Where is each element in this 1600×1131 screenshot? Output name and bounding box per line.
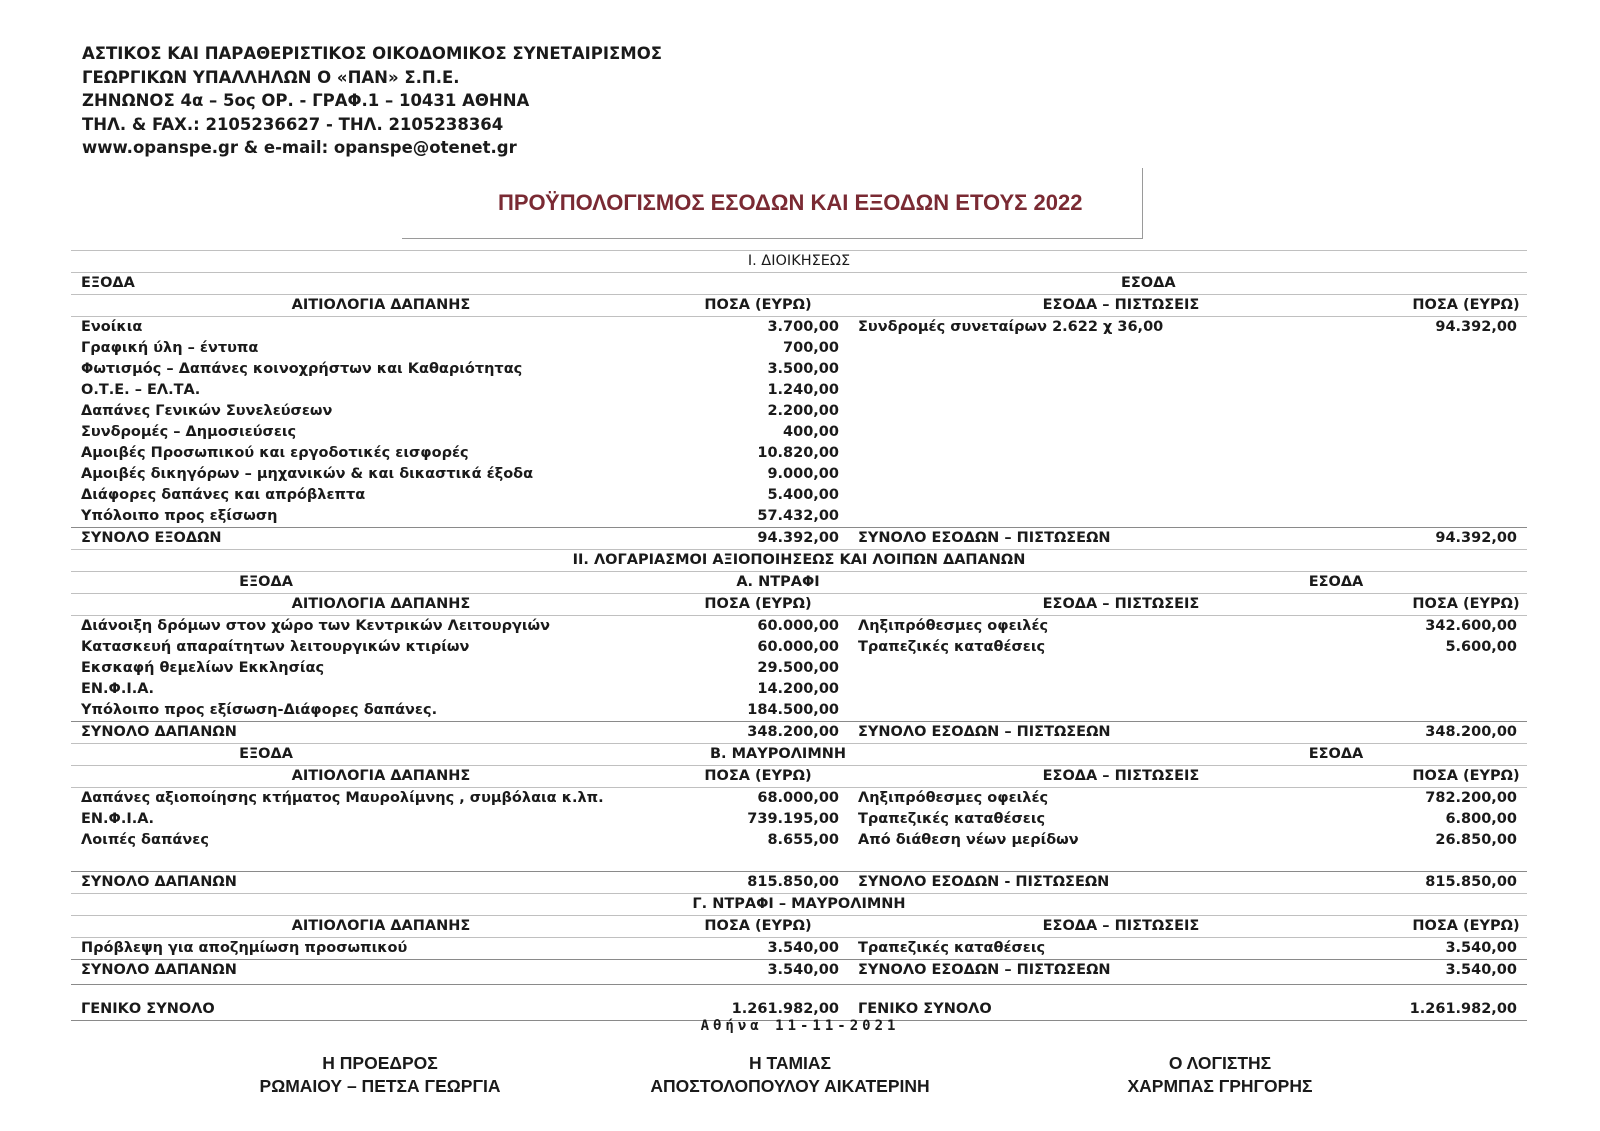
col-header-income: ΕΣΟΔΑ – ΠΙΣΤΩΣΕΙΣ bbox=[1042, 918, 1200, 934]
table-row bbox=[71, 443, 1527, 464]
signature-role: Ο ΛΟΓΙΣΤΗΣ bbox=[1168, 1053, 1272, 1073]
signature-role: Η ΠΡΟΕΔΡΟΣ bbox=[322, 1053, 438, 1073]
table-row bbox=[71, 615, 1527, 637]
row-amount: 3.700,00 bbox=[767, 319, 839, 335]
col-header-desc: ΑΙΤΙΟΛΟΓΙΑ ΔΑΠΑΝΗΣ bbox=[291, 297, 471, 313]
signature-treasurer bbox=[590, 1052, 990, 1098]
total-label: ΣΥΝΟΛΟ ΔΑΠΑΝΩΝ bbox=[81, 724, 237, 740]
total-label: ΣΥΝΟΛΟ ΔΑΠΑΝΩΝ bbox=[81, 874, 237, 890]
row-description: Αμοιβές Προσωπικού και εργοδοτικές εισφορές bbox=[81, 445, 469, 461]
income-label: ΕΣΟΔΑ bbox=[1308, 574, 1364, 590]
row-amount: 29.500,00 bbox=[757, 660, 839, 676]
row-description: Πρόβλεψη για αποζημίωση προσωπικού bbox=[81, 940, 408, 956]
row-income-description: Ληξιπρόθεσμες οφειλές bbox=[858, 618, 1049, 634]
table-row bbox=[71, 401, 1527, 422]
row-description: Υπόλοιπο προς εξίσωση-Διάφορες δαπάνες. bbox=[81, 702, 438, 718]
row-amount: 68.000,00 bbox=[757, 790, 839, 806]
grand-total-income-label: ΓΕΝΙΚΟ ΣΥΝΟΛΟ bbox=[858, 1001, 992, 1017]
total-income-label: ΣΥΝΟΛΟ ΕΣΟΔΩΝ – ΠΙΣΤΩΣΕΩΝ bbox=[858, 724, 1111, 740]
column-header-row bbox=[71, 593, 1527, 615]
total-income-label: ΣΥΝΟΛΟ ΕΣΟΔΩΝ - ΠΙΣΤΩΣΕΩΝ bbox=[858, 874, 1110, 890]
row-amount: 57.432,00 bbox=[757, 508, 839, 524]
document-title: ΠΡΟΫΠΟΛΟΓΙΣΜΟΣ ΕΣΟΔΩΝ ΚΑΙ ΕΞΟΔΩΝ ΕΤΟΥΣ 2022 bbox=[498, 190, 1083, 215]
row-amount: 2.200,00 bbox=[767, 403, 839, 419]
subsection-title: Β. ΜΑΥΡΟΛΙΜΝΗ bbox=[709, 746, 847, 762]
total-amount: 348.200,00 bbox=[747, 724, 839, 740]
col-header-income-amount: ΠΟΣΑ (ΕΥΡΩ) bbox=[1412, 596, 1520, 612]
row-description: Γραφική ύλη – έντυπα bbox=[81, 340, 259, 356]
col-header-amount: ΠΟΣΑ (ΕΥΡΩ) bbox=[704, 596, 812, 612]
row-income-description: Ληξιπρόθεσμες οφειλές bbox=[858, 790, 1049, 806]
row-amount: 60.000,00 bbox=[757, 639, 839, 655]
total-income-amount: 94.392,00 bbox=[1435, 530, 1517, 546]
row-description: Δαπάνες Γενικών Συνελεύσεων bbox=[81, 403, 333, 419]
row-income-amount: 782.200,00 bbox=[1425, 790, 1517, 806]
row-description: Ο.Τ.Ε. – ΕΛ.ΤΑ. bbox=[81, 382, 201, 398]
row-amount: 1.240,00 bbox=[767, 382, 839, 398]
total-income-label: ΣΥΝΟΛΟ ΕΣΟΔΩΝ – ΠΙΣΤΩΣΕΩΝ bbox=[858, 530, 1111, 546]
table-row bbox=[71, 700, 1527, 721]
org-name-line-2: ΓΕΩΡΓΙΚΩΝ ΥΠΑΛΛΗΛΩΝ Ο «ΠΑΝ» Σ.Π.Ε. bbox=[82, 67, 460, 87]
row-income-amount: 3.540,00 bbox=[1445, 940, 1517, 956]
col-header-desc: ΑΙΤΙΟΛΟΓΙΑ ΔΑΠΑΝΗΣ bbox=[291, 768, 471, 784]
spacer-row bbox=[71, 851, 1527, 871]
total-row bbox=[71, 721, 1527, 743]
subsection-label-row bbox=[71, 743, 1527, 765]
grand-total-row bbox=[71, 984, 1527, 1021]
total-label: ΣΥΝΟΛΟ ΔΑΠΑΝΩΝ bbox=[81, 962, 237, 978]
table-row bbox=[71, 485, 1527, 506]
section-title-row bbox=[71, 250, 1527, 272]
col-header-income-amount: ΠΟΣΑ (ΕΥΡΩ) bbox=[1412, 297, 1520, 313]
income-label: ΕΣΟΔΑ bbox=[1121, 275, 1176, 291]
subsection-title-row bbox=[71, 893, 1527, 915]
table-row bbox=[71, 380, 1527, 401]
row-income-amount: 6.800,00 bbox=[1445, 811, 1517, 827]
col-header-income: ΕΣΟΔΑ – ΠΙΣΤΩΣΕΙΣ bbox=[1042, 768, 1200, 784]
section-title-row bbox=[71, 549, 1527, 571]
subsection-label-row bbox=[71, 571, 1527, 593]
section-label-row bbox=[71, 272, 1527, 294]
total-income-amount: 348.200,00 bbox=[1425, 724, 1517, 740]
row-amount: 8.655,00 bbox=[767, 832, 839, 848]
signature-accountant bbox=[1060, 1052, 1380, 1098]
row-income-description: Τραπεζικές καταθέσεις bbox=[858, 639, 1046, 655]
grand-total-income-amount: 1.261.982,00 bbox=[1409, 1001, 1517, 1017]
row-description: Εκσκαφή θεμελίων Εκκλησίας bbox=[81, 660, 325, 676]
total-amount: 94.392,00 bbox=[757, 530, 839, 546]
row-description: Διάνοιξη δρόμων στον χώρο των Κεντρικών Λειτουργιών bbox=[81, 618, 550, 634]
col-header-income-amount: ΠΟΣΑ (ΕΥΡΩ) bbox=[1412, 768, 1520, 784]
total-income-label: ΣΥΝΟΛΟ ΕΣΟΔΩΝ – ΠΙΣΤΩΣΕΩΝ bbox=[858, 962, 1111, 978]
table-row bbox=[71, 316, 1527, 338]
column-header-row bbox=[71, 765, 1527, 787]
row-description: Κατασκευή απαραίτητων λειτουργικών κτιρίων bbox=[81, 639, 470, 655]
row-description: ΕΝ.Φ.Ι.Α. bbox=[81, 811, 155, 827]
row-income-description: Συνδρομές συνεταίρων 2.622 χ 36,00 bbox=[858, 319, 1164, 335]
expenses-label: ΕΞΟΔΑ bbox=[239, 746, 293, 762]
col-header-amount: ΠΟΣΑ (ΕΥΡΩ) bbox=[704, 768, 812, 784]
row-income-description: Τραπεζικές καταθέσεις bbox=[858, 940, 1046, 956]
org-name-line-1: ΑΣΤΙΚΟΣ ΚΑΙ ΠΑΡΑΘΕΡΙΣΤΙΚΟΣ ΟΙΚΟΔΟΜΙΚΟΣ ΣΥΝΕΤΑΙΡΙΣΜΟΣ bbox=[82, 44, 663, 63]
table-row bbox=[71, 937, 1527, 959]
document-title-box bbox=[402, 168, 1143, 239]
row-income-amount: 26.850,00 bbox=[1435, 832, 1517, 848]
total-amount: 3.540,00 bbox=[767, 962, 839, 978]
table-row bbox=[71, 506, 1527, 527]
income-label: ΕΣΟΔΑ bbox=[1308, 746, 1364, 762]
col-header-amount: ΠΟΣΑ (ΕΥΡΩ) bbox=[704, 297, 812, 313]
table-row bbox=[71, 679, 1527, 700]
row-description: Αμοιβές δικηγόρων – μηχανικών & και δικαστικά έξοδα bbox=[81, 466, 534, 482]
section-title: II. ΛΟΓΑΡΙΑΣΜΟΙ ΑΞΙΟΠΟΙΗΣΕΩΣ ΚΑΙ ΛΟΙΠΩΝ ΔΑΠΑΝΩΝ bbox=[572, 552, 1026, 568]
signature-name: ΑΠΟΣΤΟΛΟΠΟΥΛΟΥ ΑΙΚΑΤΕΡΙΝΗ bbox=[650, 1076, 930, 1096]
expenses-label: ΕΞΟΔΑ bbox=[239, 574, 293, 590]
table-row bbox=[71, 464, 1527, 485]
table-row bbox=[71, 658, 1527, 679]
row-description: Ενοίκια bbox=[81, 319, 143, 335]
row-description: Συνδρομές – Δημοσιεύσεις bbox=[81, 424, 297, 440]
table-row bbox=[71, 787, 1527, 809]
column-header-row bbox=[71, 294, 1527, 316]
expenses-label: ΕΞΟΔΑ bbox=[81, 275, 135, 291]
row-income-description: Από διάθεση νέων μερίδων bbox=[858, 832, 1079, 848]
total-income-amount: 815.850,00 bbox=[1425, 874, 1517, 890]
row-income-amount: 94.392,00 bbox=[1435, 319, 1517, 335]
table-row bbox=[71, 809, 1527, 830]
row-amount: 3.500,00 bbox=[767, 361, 839, 377]
organization-header bbox=[82, 42, 662, 160]
total-row bbox=[71, 871, 1527, 893]
row-description: Διάφορες δαπάνες και απρόβλεπτα bbox=[81, 487, 366, 503]
org-web-email: www.opanspe.gr & e-mail: opanspe@otenet.gr bbox=[82, 138, 517, 157]
row-amount: 400,00 bbox=[783, 424, 839, 440]
table-row bbox=[71, 359, 1527, 380]
signature-role: Η ΤΑΜΙΑΣ bbox=[748, 1053, 832, 1073]
row-description: ΕΝ.Φ.Ι.Α. bbox=[81, 681, 155, 697]
row-income-amount: 342.600,00 bbox=[1425, 618, 1517, 634]
col-header-amount: ΠΟΣΑ (ΕΥΡΩ) bbox=[704, 918, 812, 934]
subsection-title: Γ. ΝΤΡΑΦΙ – ΜΑΥΡΟΛΙΜΝΗ bbox=[692, 896, 906, 912]
table-row bbox=[71, 338, 1527, 359]
row-description: Υπόλοιπο προς εξίσωση bbox=[81, 508, 278, 524]
row-income-amount: 5.600,00 bbox=[1445, 639, 1517, 655]
col-header-income-amount: ΠΟΣΑ (ΕΥΡΩ) bbox=[1412, 918, 1520, 934]
row-amount: 700,00 bbox=[783, 340, 839, 356]
row-income-description: Τραπεζικές καταθέσεις bbox=[858, 811, 1046, 827]
signature-name: ΧΑΡΜΠΑΣ ΓΡΗΓΟΡΗΣ bbox=[1127, 1076, 1313, 1096]
row-description: Δαπάνες αξιοποίησης κτήματος Μαυρολίμνης , συμβόλαια κ.λπ. bbox=[81, 790, 604, 806]
total-amount: 815.850,00 bbox=[747, 874, 839, 890]
table-row bbox=[71, 830, 1527, 851]
table-row bbox=[71, 637, 1527, 658]
row-description: Φωτισμός – Δαπάνες κοινοχρήστων και Καθαριότητας bbox=[81, 361, 523, 377]
budget-table bbox=[71, 250, 1527, 1021]
row-amount: 60.000,00 bbox=[757, 618, 839, 634]
table-row bbox=[71, 422, 1527, 443]
row-amount: 14.200,00 bbox=[757, 681, 839, 697]
document-date: Αθήνα 11-11-2021 bbox=[700, 1018, 900, 1034]
col-header-desc: ΑΙΤΙΟΛΟΓΙΑ ΔΑΠΑΝΗΣ bbox=[291, 918, 471, 934]
total-row bbox=[71, 527, 1527, 549]
row-amount: 10.820,00 bbox=[757, 445, 839, 461]
signature-president bbox=[190, 1052, 570, 1098]
subsection-title: Α. ΝΤΡΑΦΙ bbox=[736, 574, 820, 590]
grand-total-label: ΓΕΝΙΚΟ ΣΥΝΟΛΟ bbox=[81, 1001, 215, 1017]
row-amount: 5.400,00 bbox=[767, 487, 839, 503]
row-description: Λοιπές δαπάνες bbox=[81, 832, 209, 848]
org-phone: ΤΗΛ. & FAX.: 2105236627 - ΤΗΛ. 2105238364 bbox=[82, 114, 504, 134]
col-header-income: ΕΣΟΔΑ – ΠΙΣΤΩΣΕΙΣ bbox=[1042, 297, 1200, 313]
total-row bbox=[71, 959, 1527, 984]
total-income-amount: 3.540,00 bbox=[1445, 962, 1517, 978]
grand-total-amount: 1.261.982,00 bbox=[731, 1001, 839, 1017]
row-amount: 184.500,00 bbox=[747, 702, 839, 718]
row-amount: 739.195,00 bbox=[747, 811, 839, 827]
total-label: ΣΥΝΟΛΟ ΕΞΟΔΩΝ bbox=[81, 530, 222, 546]
section-title: I. ΔΙΟΙΚΗΣΕΩΣ bbox=[747, 253, 851, 269]
col-header-desc: ΑΙΤΙΟΛΟΓΙΑ ΔΑΠΑΝΗΣ bbox=[291, 596, 471, 612]
column-header-row bbox=[71, 915, 1527, 937]
org-address: ΖΗΝΩΝΟΣ 4α – 5ος ΟΡ. - ΓΡΑΦ.1 – 10431 ΑΘΗΝΑ bbox=[82, 91, 530, 110]
row-amount: 3.540,00 bbox=[767, 940, 839, 956]
col-header-income: ΕΣΟΔΑ – ΠΙΣΤΩΣΕΙΣ bbox=[1042, 596, 1200, 612]
row-amount: 9.000,00 bbox=[767, 466, 839, 482]
signature-name: ΡΩΜΑΙΟΥ – ΠΕΤΣΑ ΓΕΩΡΓΙΑ bbox=[259, 1076, 501, 1096]
